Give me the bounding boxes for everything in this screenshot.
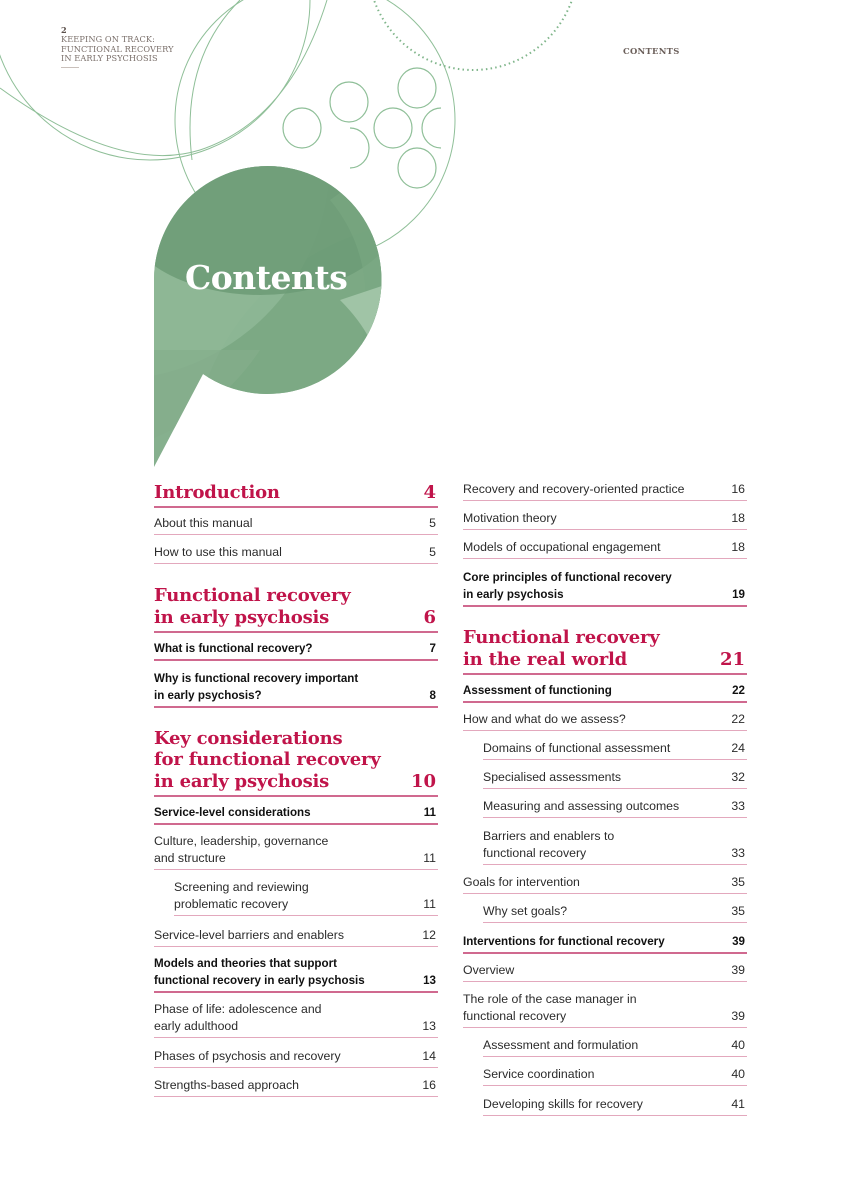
toc-entry[interactable]	[154, 997, 438, 1038]
toc-entry-page: 11	[423, 851, 436, 865]
toc-entry-page: 33	[731, 799, 745, 813]
toc-entry-label: Motivation theory	[463, 511, 557, 525]
toc-entry[interactable]	[154, 1044, 438, 1068]
toc-entry-label: Specialised assessments	[483, 770, 622, 784]
toc-entry-label: How and what do we assess?	[463, 712, 626, 726]
toc-entry[interactable]	[463, 535, 747, 559]
toc-entry-page: 16	[422, 1078, 436, 1092]
toc-entry-page: 18	[731, 540, 745, 554]
toc-entry[interactable]	[483, 824, 747, 865]
toc-entry-page: 33	[731, 846, 745, 860]
toc-entry[interactable]	[463, 477, 747, 501]
toc-entry[interactable]	[154, 582, 438, 633]
toc-entry-page: 5	[429, 545, 436, 559]
toc-entry-label: How to use this manual	[154, 545, 282, 559]
toc-entry-label: Service coordination	[483, 1067, 595, 1081]
toc-entry[interactable]	[154, 1073, 438, 1097]
toc-entry[interactable]	[463, 707, 747, 731]
toc-entry[interactable]	[463, 565, 747, 607]
toc-entry-page: 6	[423, 606, 436, 628]
toc-entry-label: Models and theories that support functional recovery in early psychosis	[154, 957, 365, 987]
toc-entry[interactable]	[154, 923, 438, 947]
small-circle	[330, 82, 368, 122]
running-head-title-line: IN EARLY PSYCHOSIS	[61, 53, 158, 64]
toc-entry[interactable]	[154, 800, 438, 825]
toc-entry-page: 8	[429, 689, 436, 702]
decorative-circle-large	[0, 0, 310, 160]
toc-entry[interactable]	[483, 794, 747, 818]
toc-entry-page: 21	[719, 648, 745, 670]
toc-entry-label: The role of the case manager in functional recovery	[463, 992, 637, 1023]
decorative-graphic	[0, 0, 850, 480]
toc-entry[interactable]	[154, 636, 438, 661]
toc-entry-label: Assessment and formulation	[483, 1038, 639, 1052]
toc-entry-page: 12	[422, 928, 436, 942]
toc-entry-page: 4	[423, 481, 436, 503]
toc-entry[interactable]	[483, 1092, 747, 1116]
toc-entry-label: Phases of psychosis and recovery	[154, 1049, 341, 1063]
toc-entry[interactable]	[154, 829, 438, 870]
toc-entry-label: Service-level barriers and enablers	[154, 928, 345, 942]
toc-entry-label: Developing skills for recovery	[483, 1097, 643, 1111]
running-head-title-line: FUNCTIONAL RECOVERY	[61, 43, 174, 54]
toc-entry-label: What is functional recovery?	[154, 642, 313, 655]
toc-entry[interactable]	[463, 506, 747, 530]
toc-entry-page: 16	[731, 482, 745, 496]
toc-entry-label: Models of occupational engagement	[463, 540, 661, 554]
toc-entry-label: Why is functional recovery important in early psychosis?	[154, 672, 359, 702]
toc-entry-page: 19	[732, 588, 745, 601]
toc-entry-label: Core principles of functional recovery in early psychosis	[463, 571, 672, 601]
page-number: 2	[61, 25, 67, 35]
toc-entry-page: 5	[429, 516, 436, 530]
toc-entry-page: 35	[731, 904, 745, 918]
toc-entry-label: Service-level considerations	[154, 806, 311, 819]
toc-entry[interactable]	[154, 479, 438, 509]
toc-entry[interactable]	[154, 540, 438, 564]
toc-entry-page: 11	[423, 897, 436, 911]
toc-entry-label: About this manual	[154, 516, 253, 530]
toc-entry-label: Phase of life: adolescence and early adulthood	[154, 1002, 322, 1033]
decorative-arc-inner	[190, 0, 240, 160]
small-circle	[374, 108, 412, 148]
toc-entry-label: Functional recovery in early psychosis	[154, 585, 351, 628]
decorative-arc-left	[0, 0, 327, 156]
toc-entry-page: 7	[429, 642, 436, 655]
toc-entry-label: Measuring and assessing outcomes	[483, 799, 680, 813]
toc-entry-page: 11	[423, 806, 436, 819]
toc-entry[interactable]	[463, 678, 747, 703]
toc-entry[interactable]	[154, 666, 438, 708]
toc-entry-page: 24	[731, 741, 745, 755]
toc-entry[interactable]	[463, 870, 747, 894]
toc-entry[interactable]	[154, 511, 438, 535]
toc-entry[interactable]	[154, 725, 438, 798]
toc-entry-page: 13	[423, 974, 436, 987]
toc-entry-page: 10	[410, 770, 436, 792]
toc-entry-label: Strengths-based approach	[154, 1078, 299, 1092]
toc-entry-page: 40	[731, 1038, 745, 1052]
toc-entry-page: 13	[422, 1019, 436, 1033]
toc-entry-page: 14	[422, 1049, 436, 1063]
small-arc	[422, 108, 441, 148]
decorative-dotted-circle	[368, 0, 578, 70]
toc-entry-label: Barriers and enablers to functional recovery	[483, 829, 615, 860]
toc-entry-label: Screening and reviewing problematic recovery	[174, 880, 309, 911]
toc-entry[interactable]	[483, 1062, 747, 1086]
toc-entry-page: 39	[732, 935, 745, 948]
toc-entry-label: Assessment of functioning	[463, 684, 612, 697]
toc-entry[interactable]	[174, 875, 438, 916]
toc-entry-label: Culture, leadership, governance and structure	[154, 834, 329, 865]
toc-entry-label: Goals for intervention	[463, 875, 580, 889]
toc-entry-page: 41	[731, 1097, 745, 1111]
toc-entry[interactable]	[463, 624, 747, 675]
toc-entry-page: 39	[731, 1009, 745, 1023]
section-label: CONTENTS	[623, 46, 680, 56]
small-circle	[283, 108, 321, 148]
toc-entry-label: Recovery and recovery-oriented practice	[463, 482, 685, 496]
toc-entry[interactable]	[483, 736, 747, 760]
page-title: Contents	[185, 258, 348, 297]
toc-entry-page: 32	[731, 770, 745, 784]
speech-bubble-icon	[0, 0, 690, 480]
small-circle	[398, 68, 436, 108]
toc-entry[interactable]	[483, 899, 747, 923]
toc-entry-label: Domains of functional assessment	[483, 741, 671, 755]
running-head	[61, 26, 174, 68]
toc-entry-page: 39	[731, 963, 745, 977]
small-arc	[350, 128, 369, 168]
toc-entry-page: 22	[732, 684, 745, 697]
toc-entry-page: 22	[731, 712, 745, 726]
toc-entry-page: 40	[731, 1067, 745, 1081]
toc-entry-label: Why set goals?	[483, 904, 568, 918]
running-head-rule	[61, 67, 79, 68]
toc-entry-page: 35	[731, 875, 745, 889]
toc-entry[interactable]	[463, 958, 747, 982]
toc-entry-label: Functional recovery in the real world	[463, 627, 660, 670]
toc-entry-label: Introduction	[154, 481, 280, 503]
toc-entry[interactable]	[463, 929, 747, 954]
toc-entry[interactable]	[483, 1033, 747, 1057]
toc-entry-label: Interventions for functional recovery	[463, 935, 665, 948]
toc-entry-label: Key considerations for functional recovery in early psychosis	[154, 727, 381, 792]
toc-entry-page: 18	[731, 511, 745, 525]
toc-entry[interactable]	[463, 987, 747, 1028]
small-circle	[398, 148, 436, 188]
toc-entry-label: Overview	[463, 963, 515, 977]
toc-entry[interactable]	[154, 951, 438, 993]
toc-entry[interactable]	[483, 765, 747, 789]
running-head-title-line: KEEPING ON TRACK:	[61, 34, 155, 45]
